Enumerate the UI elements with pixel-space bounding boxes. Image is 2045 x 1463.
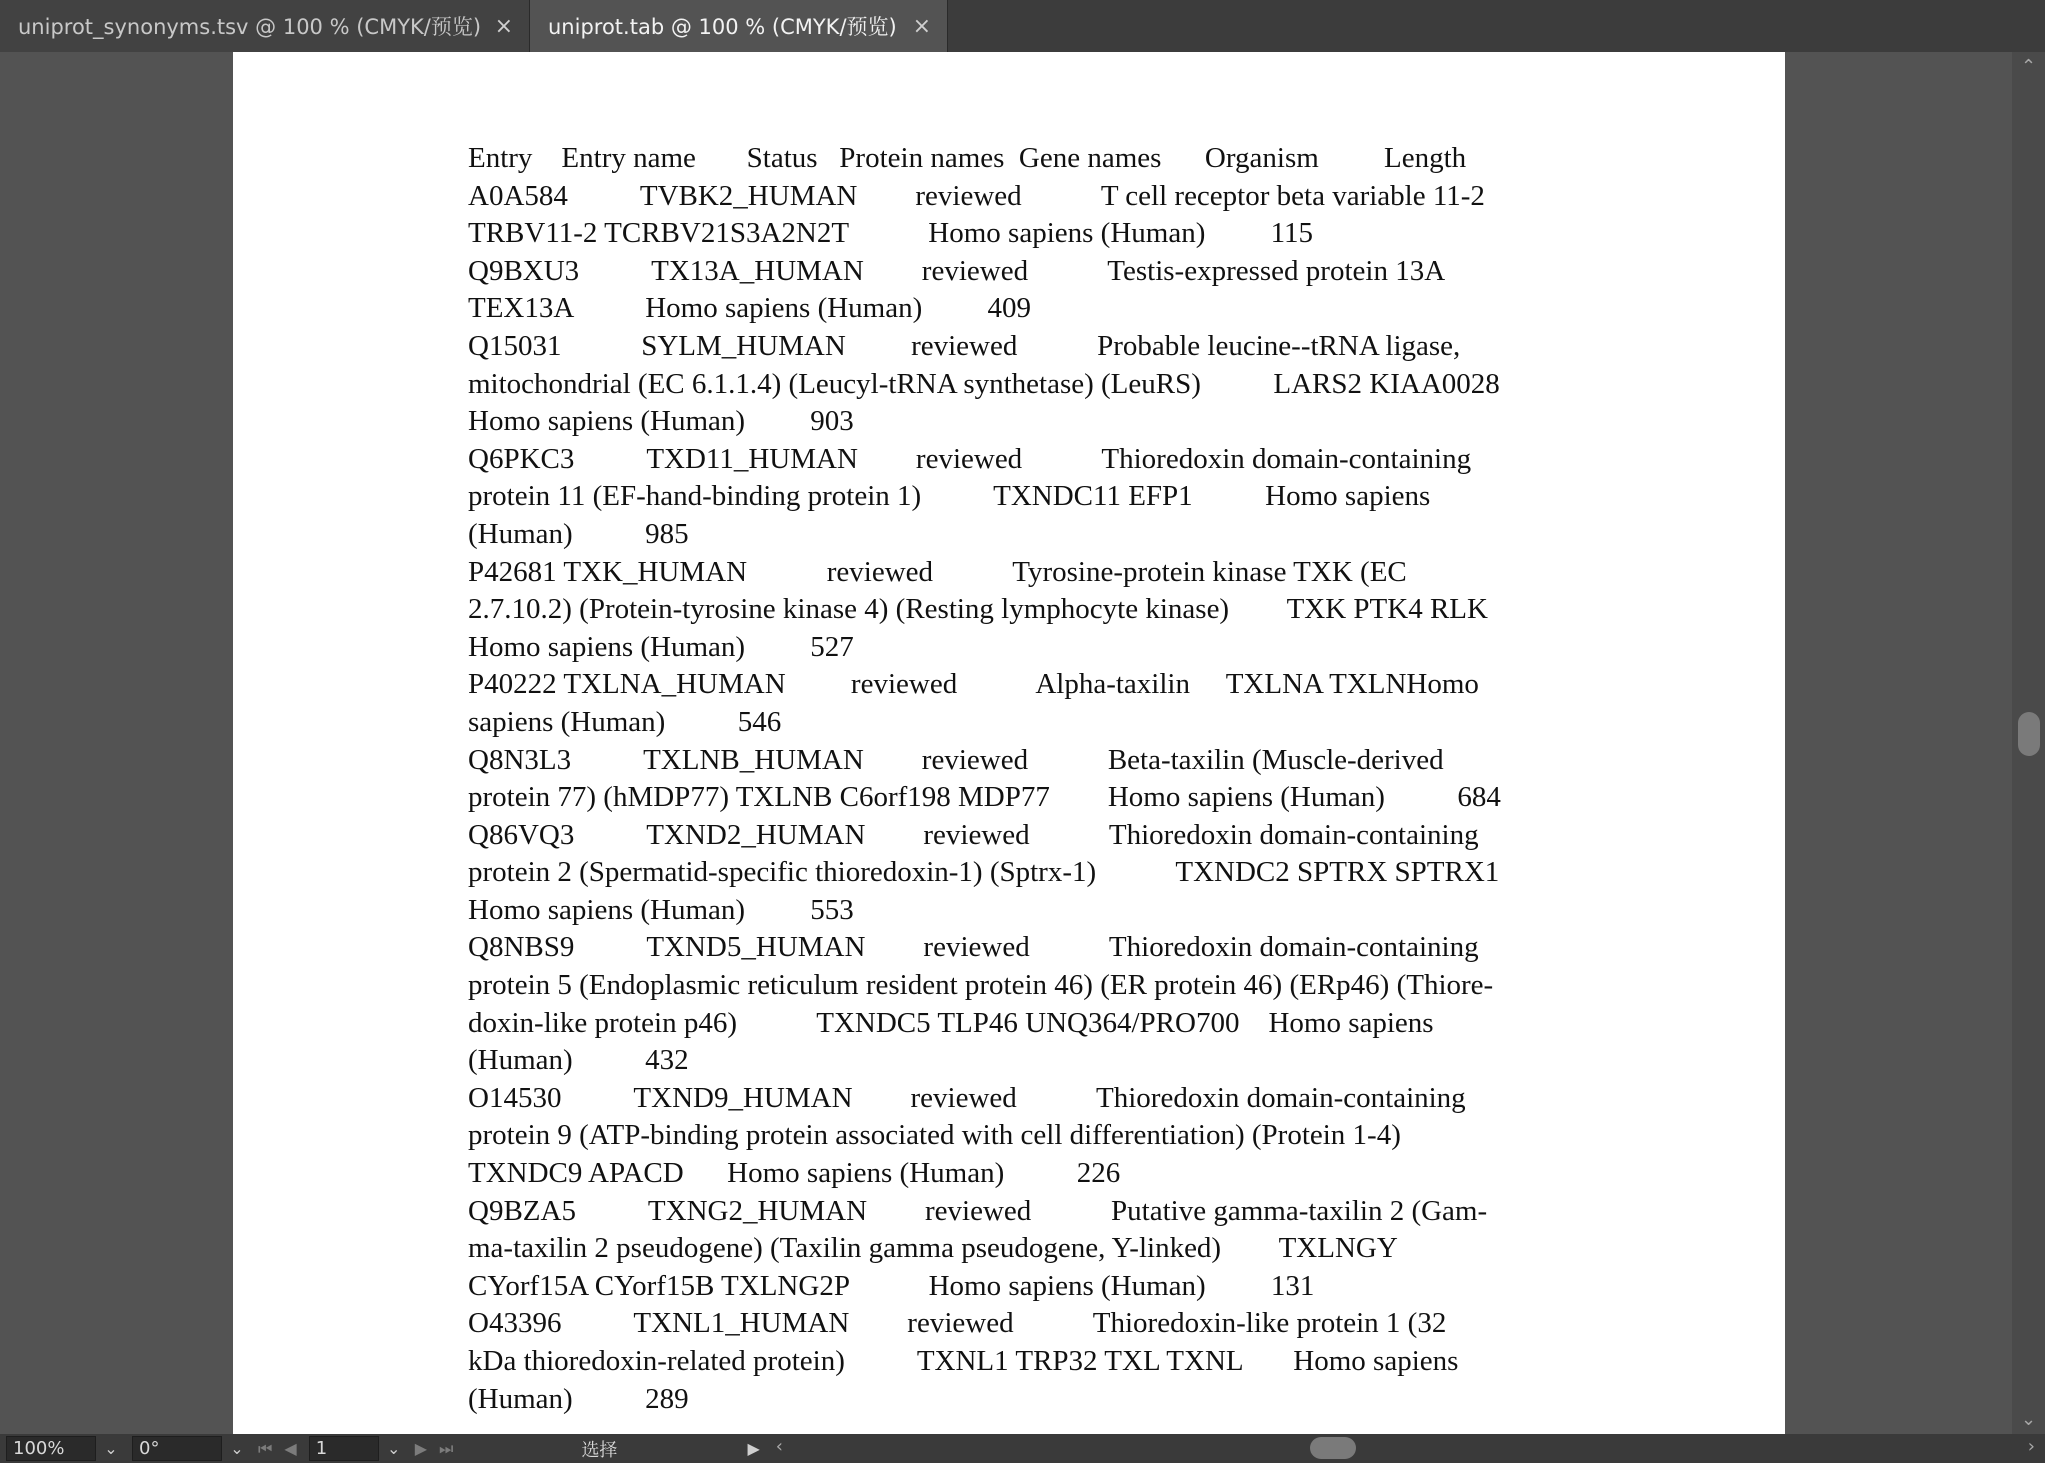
text-line: Homo sapiens (Human) 903: [468, 405, 854, 438]
text-line: Homo sapiens (Human) 527: [468, 630, 854, 663]
tab-title: uniprot_synonyms.tsv @ 100 % (CMYK/预览): [18, 15, 482, 39]
scroll-right-icon[interactable]: ›: [2027, 1436, 2035, 1457]
text-line: protein 77) (hMDP77) TXLNB C6orf198 MDP77 Homo sapiens (Human) 684: [468, 781, 1501, 814]
text-line: P42681 TXK_HUMAN reviewed Tyrosine-protein kinase TXK (EC: [468, 555, 1407, 588]
text-line: kDa thioredoxin-related protein) TXNL1 TRP32 TXL TXNL Homo sapiens: [468, 1345, 1459, 1377]
text-line: protein 11 (EF-hand-binding protein 1) TXNDC11 EFP1 Homo sapiens: [468, 480, 1431, 513]
close-icon[interactable]: ×: [912, 13, 931, 39]
scroll-thumb[interactable]: [1310, 1437, 1356, 1459]
artboard-number: 1: [315, 1438, 328, 1459]
text-line: Q15031 SYLM_HUMAN reviewed Probable leucine--tRNA ligase,: [468, 329, 1461, 362]
next-artboard-icon[interactable]: ▶: [414, 1439, 428, 1458]
text-line: sapiens (Human) 546: [468, 705, 782, 738]
chevron-down-icon[interactable]: ⌄: [230, 1439, 244, 1458]
text-line: TEX13A Homo sapiens (Human) 409: [468, 292, 1032, 325]
artboard-page[interactable]: [233, 52, 1785, 1434]
rotation-value: 0°: [139, 1438, 160, 1459]
text-line: TRBV11-2 TCRBV21S3A2N2T Homo sapiens (Human) 115: [468, 217, 1314, 250]
text-line: P40222 TXLNA_HUMAN reviewed Alpha-taxilin TXLNA TXLNHomo: [468, 668, 1479, 701]
zoom-field[interactable]: [6, 1436, 96, 1461]
canvas-area[interactable]: [0, 52, 2012, 1434]
text-line: protein 2 (Spermatid-specific thioredoxin-1) (Sptrx-1) TXNDC2 SPTRX SPTRX1: [468, 856, 1500, 889]
scroll-down-icon[interactable]: ⌄: [2020, 1409, 2037, 1430]
text-line: Q9BXU3 TX13A_HUMAN reviewed Testis-expressed protein 13A: [468, 254, 1446, 287]
scroll-left-icon[interactable]: ‹: [775, 1436, 783, 1457]
text-line: O14530 TXND9_HUMAN reviewed Thioredoxin domain-containing: [468, 1081, 1466, 1114]
play-icon[interactable]: ▶: [747, 1439, 760, 1458]
text-line: mitochondrial (EC 6.1.1.4) (Leucyl-tRNA synthetase) (LeuRS) LARS2 KIAA0028: [468, 367, 1500, 400]
text-line: (Human) 289: [468, 1382, 689, 1415]
tool-mode-label: 选择: [581, 1439, 618, 1461]
tab-title: uniprot.tab @ 100 % (CMYK/预览): [548, 15, 897, 39]
vertical-scrollbar[interactable]: [2012, 52, 2045, 1434]
tab-uniprot-synonyms[interactable]: [0, 0, 530, 52]
text-line: doxin-like protein p46) TXNDC5 TLP46 UNQ364/PRO700 Homo sapiens: [468, 1006, 1434, 1039]
text-line: (Human) 432: [468, 1044, 689, 1077]
text-line: Q9BZA5 TXNG2_HUMAN reviewed Putative gamma-taxilin 2 (Gam-: [468, 1194, 1488, 1227]
document-text[interactable]: [468, 140, 1568, 1418]
chevron-down-icon[interactable]: ⌄: [104, 1439, 118, 1458]
text-line: A0A584 TVBK2_HUMAN reviewed T cell receptor beta variable 11-2: [468, 179, 1485, 212]
text-line: Entry Entry name Status Protein names Gene names Organism Length: [468, 142, 1467, 174]
first-artboard-icon[interactable]: ⏮: [258, 1438, 273, 1458]
tab-bar: [0, 0, 2045, 52]
text-line: ma-taxilin 2 pseudogene) (Taxilin gamma pseudogene, Y-linked) TXLNGY: [468, 1232, 1398, 1265]
last-artboard-icon[interactable]: ⏭: [439, 1438, 454, 1458]
zoom-value: 100%: [13, 1438, 65, 1459]
chevron-down-icon[interactable]: ⌄: [387, 1439, 401, 1458]
tab-uniprot-tab[interactable]: [530, 0, 948, 52]
text-line: protein 5 (Endoplasmic reticulum resident protein 46) (ER protein 46) (ERp46) (Thiore-: [468, 969, 1494, 1002]
text-line: Q6PKC3 TXD11_HUMAN reviewed Thioredoxin domain-containing: [468, 442, 1472, 475]
horizontal-scrollbar[interactable]: [774, 1434, 2045, 1463]
text-line: TXNDC9 APACD Homo sapiens (Human) 226: [468, 1157, 1121, 1190]
text-line: CYorf15A CYorf15B TXLNG2P Homo sapiens (Human) 131: [468, 1269, 1315, 1302]
text-line: protein 9 (ATP-binding protein associated with cell differentiation) (Protein 1-4): [468, 1119, 1401, 1152]
text-line: Q86VQ3 TXND2_HUMAN reviewed Thioredoxin domain-containing: [468, 818, 1479, 851]
text-line: 2.7.10.2) (Protein-tyrosine kinase 4) (Resting lymphocyte kinase) TXK PTK4 RLK: [468, 593, 1488, 626]
scroll-thumb[interactable]: [2018, 712, 2040, 756]
scroll-up-icon[interactable]: ⌃: [2020, 56, 2037, 77]
previous-artboard-icon[interactable]: ◀: [284, 1439, 297, 1458]
rotation-field[interactable]: [132, 1436, 222, 1461]
text-line: Q8N3L3 TXLNB_HUMAN reviewed Beta-taxilin (Muscle-derived: [468, 743, 1444, 776]
text-line: Q8NBS9 TXND5_HUMAN reviewed Thioredoxin domain-containing: [468, 931, 1479, 964]
artboard-number-field[interactable]: [309, 1436, 379, 1461]
close-icon[interactable]: ×: [494, 13, 513, 39]
status-bar: [0, 1434, 2045, 1463]
text-line: O43396 TXNL1_HUMAN reviewed Thioredoxin-like protein 1 (32: [468, 1307, 1447, 1340]
text-line: (Human) 985: [468, 517, 689, 550]
text-line: Homo sapiens (Human) 553: [468, 893, 854, 926]
